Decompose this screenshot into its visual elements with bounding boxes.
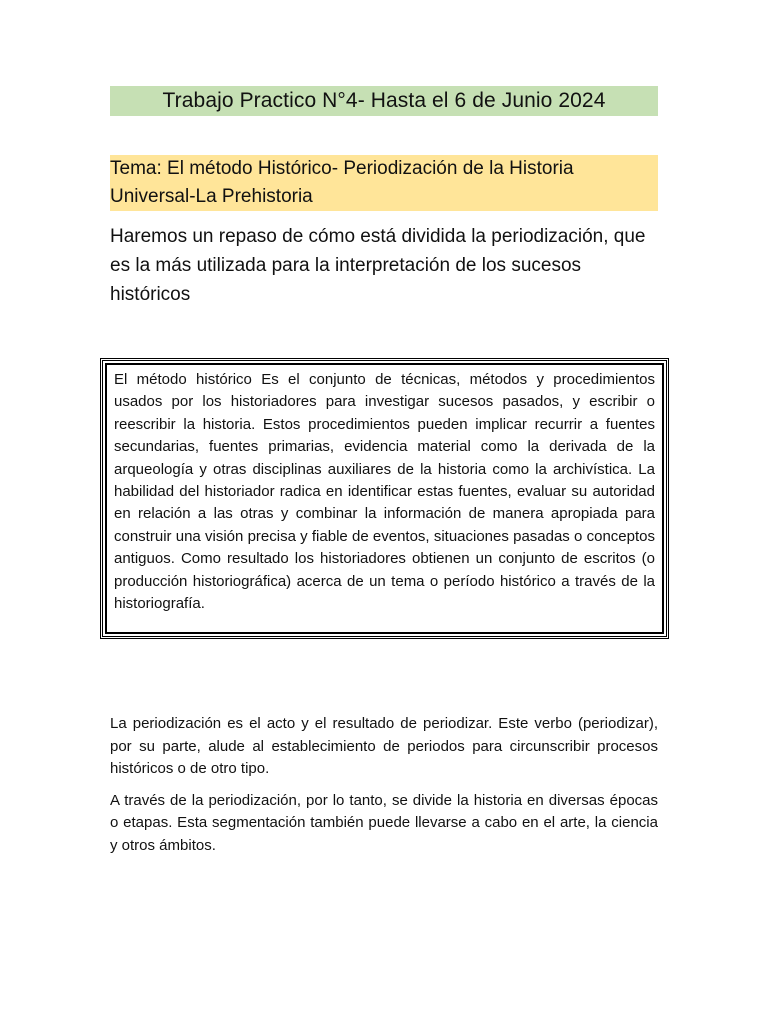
document-theme: Tema: El método Histórico- Periodización de la Historia Universal-La Prehistoria — [110, 158, 574, 207]
bordered-box-inner — [105, 363, 664, 634]
intro-text: Haremos un repaso de cómo está dividida la periodización, que es la más utilizada para la interpretación de los sucesos históricos — [110, 226, 646, 305]
bordered-box — [100, 358, 669, 639]
intro-section — [110, 222, 658, 309]
boxed-paragraph: El método histórico Es el conjunto de técnicas, métodos y procedimientos usados por los historiadores para investigar sucesos pasados, y escribir o reescribir la historia. Estos procedimientos pueden implicar recurrir a fuentes secundarias, fuentes primarias, evidencia material como la derivada de la arqueología y otras disciplinas auxiliares de la historia como la archivística. La habilidad del historiador radica en identificar estas fuentes, evaluar su autoridad en relación a las otras y combinar la información de manera apropiada para construir una visión precisa y fiable de eventos, situaciones pasadas o conceptos antiguos. Como resultado los historiadores obtienen un conjunto de escritos (o producción historiográfica) acerca de un tema o período histórico a través de la historiografía. — [114, 371, 655, 613]
theme-highlight — [110, 155, 658, 211]
body-paragraph-1: La periodización es el acto y el resultado de periodizar. Este verbo (periodizar), por su parte, alude al establecimiento de periodos para circunscribir procesos históricos o de otro tipo. — [110, 715, 658, 777]
title-highlight — [110, 86, 658, 116]
body-paragraph-2: A través de la periodización, por lo tanto, se divide la historia en diversas épocas o etapas. Esta segmentación también puede llevarse a cabo en el arte, la ciencia y otros ámbitos. — [110, 791, 658, 854]
body-section — [110, 713, 658, 866]
document-title: Trabajo Practico N°4- Hasta el 6 de Junio 2024 — [162, 89, 606, 112]
